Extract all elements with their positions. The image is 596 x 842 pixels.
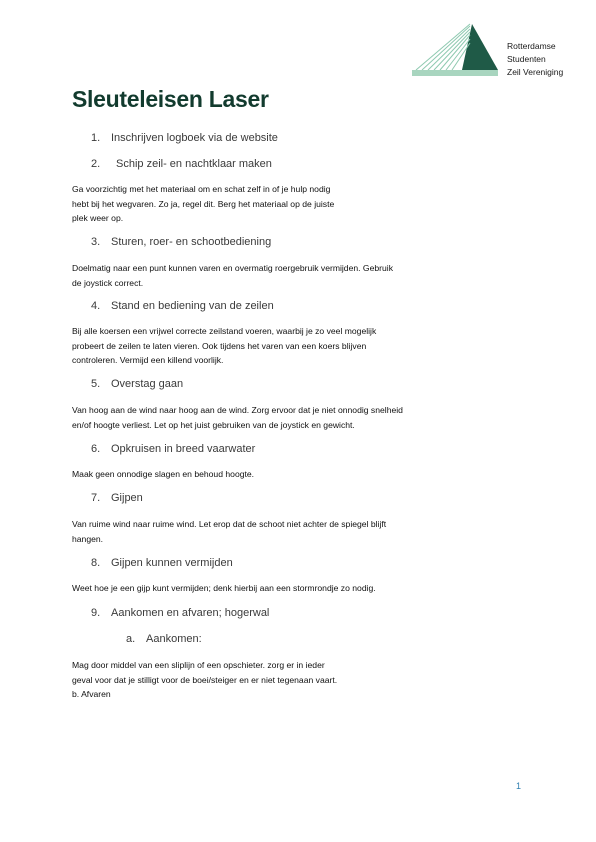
section-heading-3 [91,236,271,248]
text-line: plek weer op. [72,213,124,223]
text-line: Weet hoe je een gijp kunt vermijden; denk hierbij aan een stormrondje zo nodig. [72,583,376,593]
text-line: Ga voorzichtig met het materiaal om en schat zelf in of je hulp nodig [72,184,331,194]
section-heading-6 [91,443,255,455]
section-number: 2. [91,158,101,170]
section-number: 9. [91,607,101,619]
section-text-7 [72,517,452,546]
section-heading-7 [91,492,143,504]
section-text-2 [72,182,452,226]
text-line: Van hoog aan de wind naar hoog aan de wind. Zorg ervoor dat je niet onnodig snelheid [72,405,403,415]
page-title: Sleuteleisen Laser [72,86,269,112]
logo-line: Studenten [507,54,546,64]
section-title: Overstag gaan [111,378,184,390]
section-number: 6. [91,443,101,455]
section-heading-9 [91,607,269,619]
section-number: 8. [91,557,101,569]
section-title: Stand en bediening van de zeilen [111,300,274,312]
sailboat-logo-icon [410,20,505,80]
section-heading-1 [91,132,278,144]
text-line: Mag door middel van een sliplijn of een opschieter. zorg er in ieder [72,660,325,670]
section-number: 3. [91,236,101,248]
section-text-6 [72,467,452,482]
section-title: Opkruisen in breed vaarwater [111,443,256,455]
section-title: Gijpen kunnen vermijden [111,557,233,569]
section-text-3 [72,261,452,290]
text-line: Van ruime wind naar ruime wind. Let erop dat de schoot niet achter de spiegel blijft [72,519,387,529]
rszv-logo [410,20,580,80]
section-number: 5. [91,378,101,390]
section-number: 7. [91,492,101,504]
text-line: controleren. Vermijd een killend voorlijk. [72,355,224,365]
section-title: Aankomen en afvaren; hogerwal [111,607,270,619]
subsection-title: Aankomen: [146,633,202,645]
text-line: Bij alle koersen een vrijwel correcte zeilstand voeren, waarbij je zo veel mogelijk [72,326,377,336]
section-heading-4 [91,300,274,312]
section-title: Inschrijven logboek via de website [111,132,278,144]
section-text-4 [72,324,452,368]
section-title: Sturen, roer- en schootbediening [111,236,272,248]
text-line: hebt bij het wegvaren. Zo ja, regel dit. Berg het materiaal op de juiste [72,198,335,209]
page-number: 1 [516,781,522,791]
section-heading-2 [91,158,272,170]
section-number: 4. [91,300,101,312]
section-title: Schip zeil- en nachtklaar maken [116,158,272,170]
text-line: probeert de zeilen te laten vieren. Ook tijdens het varen van een koers blijven [72,340,367,351]
subsection-heading-a [126,633,202,645]
subsection-text-a [72,658,452,702]
subsection-number: a. [126,633,136,645]
section-number: 1. [91,132,101,144]
section-text-8 [72,581,452,596]
section-heading-8 [91,557,233,569]
text-line: hangen. [72,533,104,544]
text-line: b. Afvaren [72,689,111,699]
text-line: en/of hoogte verliest. Let op het juist gebruiken van de joystick en gewicht. [72,419,355,430]
text-line: geval voor dat je stilligt voor de boei/steiger en er niet tegenaan vaart. [72,674,338,685]
logo-line: Zeil Vereniging [507,67,564,77]
text-line: Maak geen onnodige slagen en behoud hoogte. [72,469,255,479]
logo-line: Rotterdamse [507,41,556,51]
text-line: de joystick correct. [72,277,144,288]
section-text-5 [72,403,452,432]
section-title: Gijpen [111,492,143,504]
logo-text [507,40,563,79]
section-heading-5 [91,378,183,390]
text-line: Doelmatig naar een punt kunnen varen en overmatig roergebruik vermijden. Gebruik [72,263,394,273]
